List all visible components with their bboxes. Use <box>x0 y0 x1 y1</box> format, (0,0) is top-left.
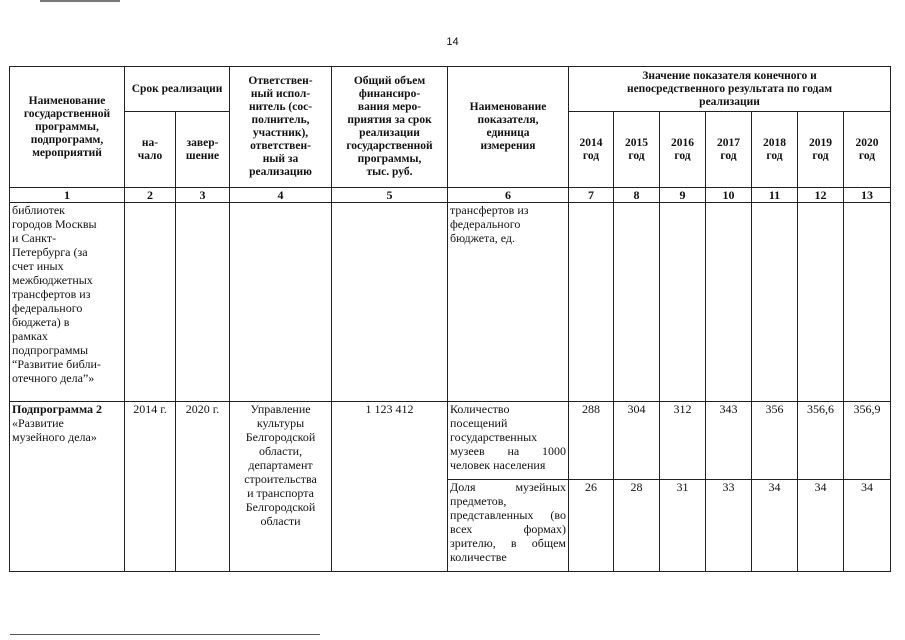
indicator-1-value-2019: 356,6 <box>798 402 844 480</box>
column-number: 4 <box>230 188 332 203</box>
indicator-2-value-2017: 33 <box>706 480 752 572</box>
indicator-1-name: Количество посещений государственных музеев на 1000 человек населения <box>448 402 569 480</box>
column-number: 8 <box>614 188 660 203</box>
indicator-1-value-2016: 312 <box>660 402 706 480</box>
header-term: Срок реализации <box>125 67 230 112</box>
header-end: завер- шение <box>176 112 230 188</box>
header-year-2014: 2014 год <box>569 112 614 188</box>
header-year-2016: 2016 год <box>660 112 706 188</box>
column-number: 3 <box>176 188 230 203</box>
bottom-divider <box>10 634 320 635</box>
column-number: 10 <box>706 188 752 203</box>
indicator-1-value-2015: 304 <box>614 402 660 480</box>
column-number: 13 <box>844 188 891 203</box>
subprogram-name <box>10 402 125 572</box>
header-year-2017: 2017 год <box>706 112 752 188</box>
column-number: 7 <box>569 188 614 203</box>
indicator-1-value-2017: 343 <box>706 402 752 480</box>
continuation-program-text: библиотек городов Москвы и Санкт- Петербурга (за счет иных межбюджетных трансфертов из федерального бюджета) в рамках подпрограммы “Развитие библи- отечного дела”» <box>10 203 125 402</box>
subprogram-subtitle: «Развитие музейного дела» <box>12 416 97 444</box>
indicator-2-value-2020: 34 <box>844 480 891 572</box>
scan-artifact <box>40 0 120 2</box>
subprogram-end: 2020 г. <box>176 402 230 572</box>
page-number: 14 <box>446 36 459 48</box>
continuation-indicator-text: трансфертов из федерального бюджета, ед. <box>448 203 569 402</box>
header-year-2020: 2020 год <box>844 112 891 188</box>
column-number: 5 <box>332 188 448 203</box>
subprogram-row <box>10 402 891 480</box>
subprogram-executor: Управление культуры Белгородской области, департамент строительства и транспорта Белгородской области <box>230 402 332 572</box>
indicator-2-value-2015: 28 <box>614 480 660 572</box>
header-start: на- чало <box>125 112 176 188</box>
indicator-2-value-2019: 34 <box>798 480 844 572</box>
indicator-1-value-2014: 288 <box>569 402 614 480</box>
header-values: Значение показателя конечного и непосредственного результата по годам реализации <box>569 67 891 112</box>
column-number: 12 <box>798 188 844 203</box>
header-indicator: Наименование показателя, единица измерения <box>448 67 569 188</box>
header-executor: Ответствен- ный испол- нитель (сос- полнитель, участник), ответствен- ный за реализацию <box>230 67 332 188</box>
indicator-2-name: Доля музейных предметов, представленных (во всех формах) зрителю, в общем количестве <box>448 480 569 572</box>
column-number: 1 <box>10 188 125 203</box>
header-year-2018: 2018 год <box>752 112 798 188</box>
subprogram-start: 2014 г. <box>125 402 176 572</box>
column-number: 6 <box>448 188 569 203</box>
subprogram-title: Подпрограмма 2 <box>12 402 103 416</box>
header-funding: Общий объем финансиро- вания меро- приятия за срок реализации государственной программы, тыс. руб. <box>332 67 448 188</box>
continuation-row <box>10 203 891 402</box>
indicator-1-value-2018: 356 <box>752 402 798 480</box>
column-numbers-row <box>10 188 891 203</box>
indicator-2-value-2018: 34 <box>752 480 798 572</box>
indicator-2-value-2014: 26 <box>569 480 614 572</box>
indicator-2-value-2016: 31 <box>660 480 706 572</box>
header-year-2015: 2015 год <box>614 112 660 188</box>
header-program-name: Наименование государственной программы, подпрограмм, мероприятий <box>10 67 125 188</box>
subprogram-funding: 1 123 412 <box>332 402 448 572</box>
column-number: 9 <box>660 188 706 203</box>
column-number: 2 <box>125 188 176 203</box>
header-year-2019: 2019 год <box>798 112 844 188</box>
indicator-1-value-2020: 356,9 <box>844 402 891 480</box>
program-table <box>9 66 891 572</box>
column-number: 11 <box>752 188 798 203</box>
